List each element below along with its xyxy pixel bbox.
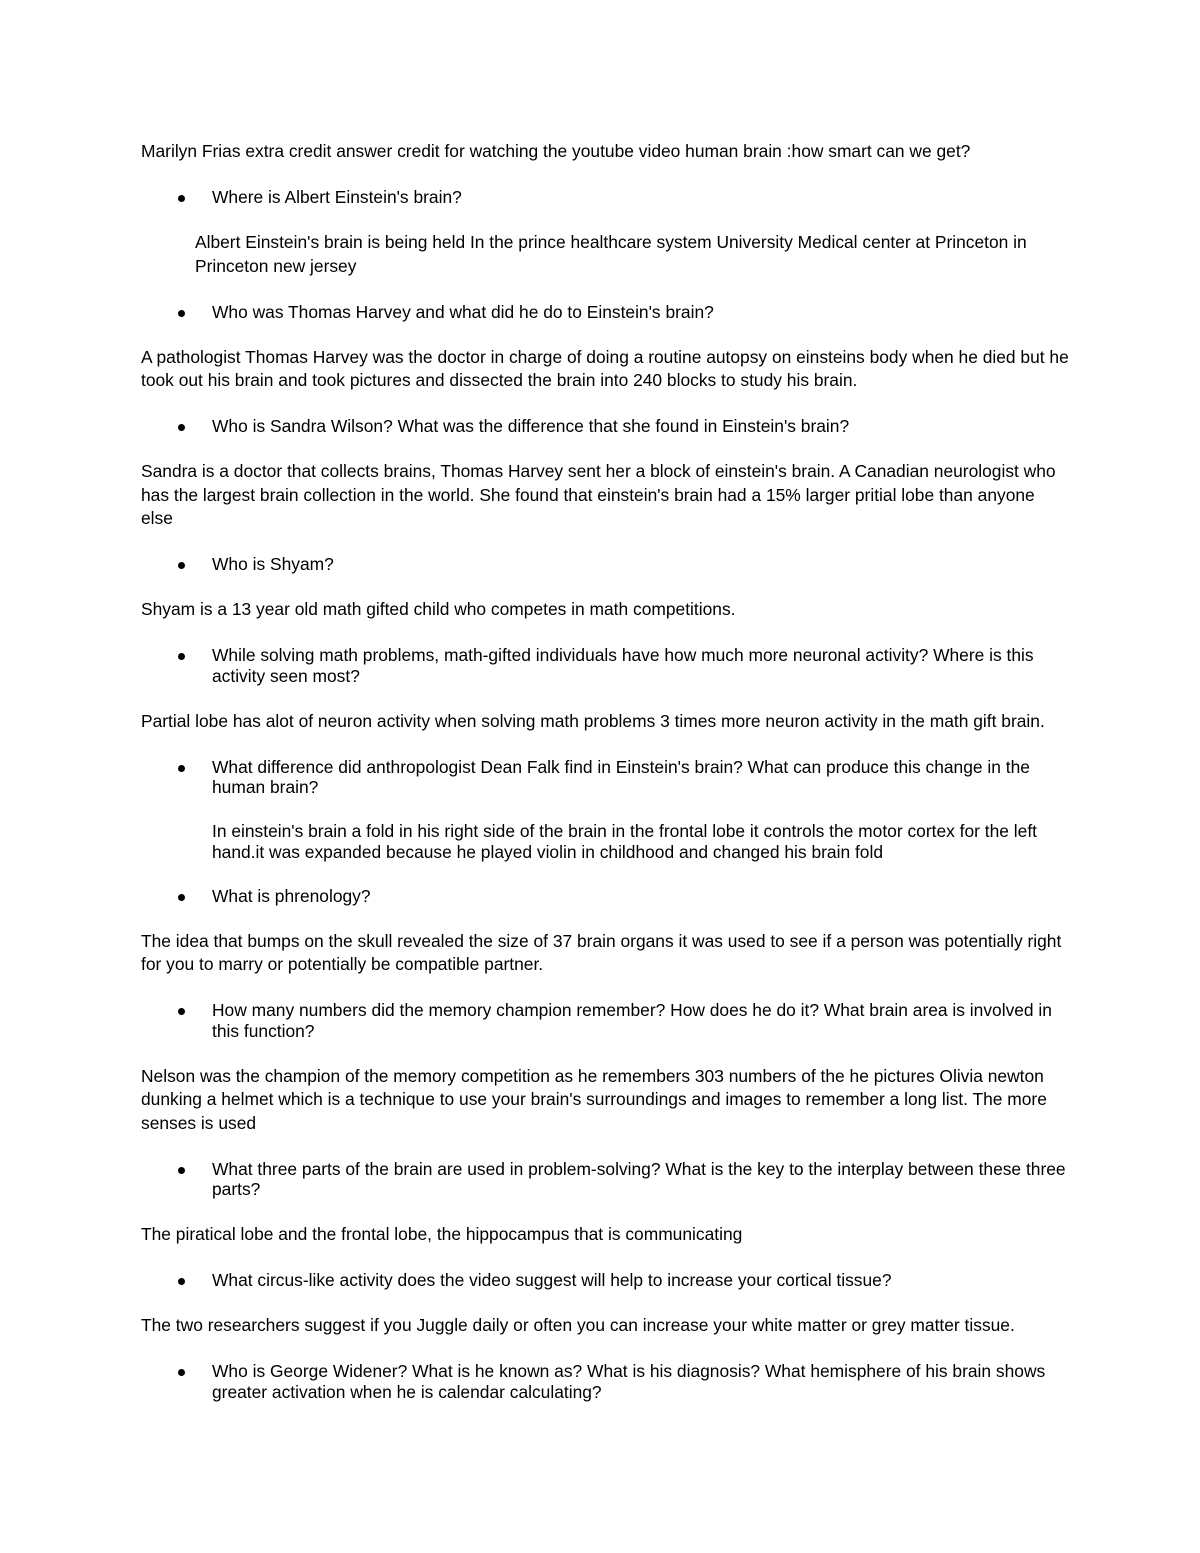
bullet-icon xyxy=(178,894,185,901)
question-3-text: Who is Sandra Wilson? What was the difference that she found in Einstein's brain? xyxy=(212,416,850,436)
question-5 xyxy=(141,645,1071,686)
question-10-text: What circus-like activity does the video suggest will help to increase your cortical tissue? xyxy=(212,1270,892,1290)
question-7-text: What is phrenology? xyxy=(212,885,371,906)
answer-8: Nelson was the champion of the memory competition as he remembers 303 numbers of the he pictures Olivia newton dunking a helmet which is a technique to use your brain's surroundings and images to remember a long list. The more senses is used xyxy=(141,1065,1047,1133)
question-8 xyxy=(141,1000,1071,1041)
answer-10: The two researchers suggest if you Juggle daily or often you can increase your white matter or grey matter tissue. xyxy=(141,1315,1015,1335)
bullet-icon xyxy=(178,1008,185,1015)
question-2 xyxy=(141,302,1071,323)
document-page xyxy=(141,140,1071,1426)
question-6 xyxy=(141,757,1071,798)
answer-5: Partial lobe has alot of neuron activity when solving math problems 3 times more neuron activity in the math gift brain. xyxy=(141,710,1045,731)
bullet-icon xyxy=(178,195,185,202)
question-10 xyxy=(141,1270,1071,1291)
bullet-icon xyxy=(178,424,185,431)
answer-2: A pathologist Thomas Harvey was the doctor in charge of doing a routine autopsy on einsteins body when he died but he took out his brain and took pictures and dissected the brain into 240 blocks to study his brain. xyxy=(141,346,1069,390)
bullet-icon xyxy=(178,1278,185,1285)
question-8-text: How many numbers did the memory champion remember? How does he do it? What brain area is involved in this function? xyxy=(212,1000,1052,1041)
question-5-text: While solving math problems, math-gifted individuals have how much more neuronal activity? Where is this activity seen most? xyxy=(212,645,1034,686)
intro-text: Marilyn Frias extra credit answer credit for watching the youtube video human brain :how smart can we get? xyxy=(141,141,971,161)
question-1-text: Where is Albert Einstein's brain? xyxy=(212,187,462,207)
question-6-text: What difference did anthropologist Dean Falk find in Einstein's brain? What can produce this change in the human brain? xyxy=(212,756,1030,797)
bullet-icon xyxy=(178,562,185,569)
answer-3: Sandra is a doctor that collects brains, Thomas Harvey sent her a block of einstein's brain. A Canadian neurologist who has the largest brain collection in the world. She found that einstein's brain had a 15% larger pritial lobe than anyone else xyxy=(141,461,1056,528)
bullet-icon xyxy=(178,310,185,317)
bullet-icon xyxy=(178,1369,185,1376)
answer-7: The idea that bumps on the skull revealed the size of 37 brain organs it was used to see if a person was potentially right for you to marry or potentially be compatible partner. xyxy=(141,930,1062,974)
question-4-text: Who is Shyam? xyxy=(212,554,334,574)
answer-6: In einstein's brain a fold in his right side of the brain in the frontal lobe it controls the motor cortex for the left hand.it was expanded because he played violin in childhood and changed his brain fold xyxy=(212,821,1037,862)
question-11 xyxy=(141,1361,1071,1402)
question-1 xyxy=(141,187,1071,208)
answer-9: The piratical lobe and the frontal lobe, the hippocampus that is communicating xyxy=(141,1224,743,1244)
bullet-icon xyxy=(178,765,185,772)
answer-4: Shyam is a 13 year old math gifted child who competes in math competitions. xyxy=(141,599,736,619)
question-9-text: What three parts of the brain are used in problem-solving? What is the key to the interplay between these three parts? xyxy=(212,1158,1066,1199)
question-7 xyxy=(141,886,1071,907)
question-2-text: Who was Thomas Harvey and what did he do to Einstein's brain? xyxy=(212,301,714,322)
question-11-text: Who is George Widener? What is he known as? What is his diagnosis? What hemisphere of his brain shows greater activation when he is calendar calculating? xyxy=(212,1361,1046,1402)
bullet-icon xyxy=(178,653,185,660)
answer-1: Albert Einstein's brain is being held In the prince healthcare system University Medical center at Princeton in Princeton new jersey xyxy=(195,232,1027,276)
question-3 xyxy=(141,416,1071,437)
question-4 xyxy=(141,554,1071,575)
bullet-icon xyxy=(178,1167,185,1174)
question-9 xyxy=(141,1159,1071,1200)
